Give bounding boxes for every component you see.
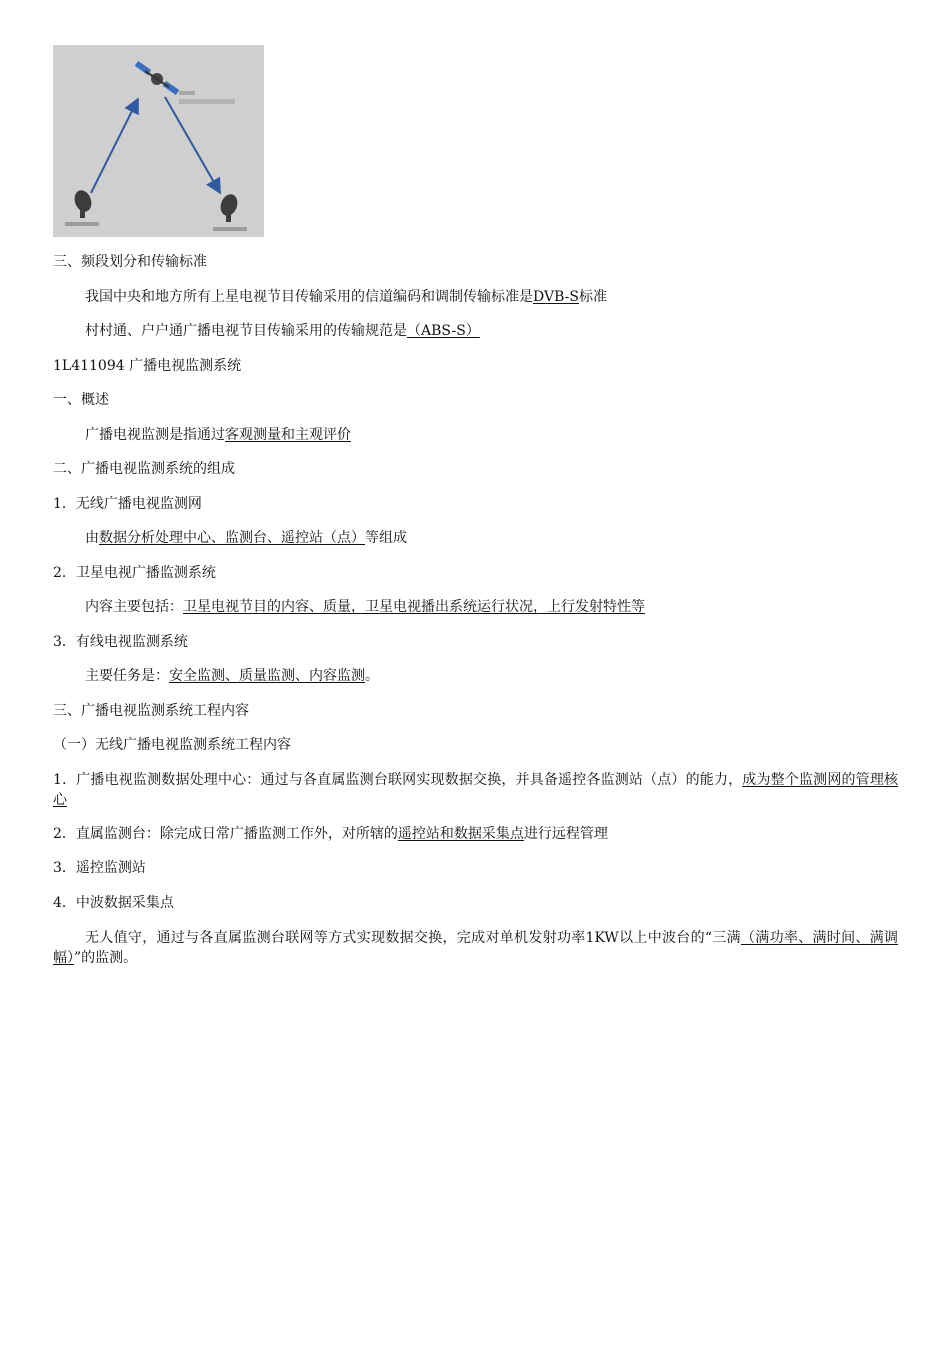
- text-segment: 由: [85, 530, 99, 546]
- underlined-term: （ABS-S）: [407, 323, 480, 339]
- transmit-station-label-blur: [65, 222, 99, 226]
- underlined-term: 数据分析处理中心、监测台、遥控站（点）: [99, 530, 365, 546]
- text-segment: 等组成: [365, 530, 407, 546]
- section-heading-overview: [53, 390, 898, 410]
- text-segment: 三、广播电视监测系统工程内容: [53, 703, 249, 719]
- paragraph-dvbs-standard: [85, 287, 898, 307]
- text-segment: 内容主要包括：: [85, 599, 183, 615]
- text-segment: 2．卫星电视广播监测系统: [53, 565, 216, 581]
- underlined-term: DVB-S: [533, 289, 579, 305]
- text-segment: 无人值守，通过与各直属监测台联网等方式实现数据交换，完成对单机发射功率1KW以上中波台的“三满: [85, 930, 741, 946]
- text-segment: 标准: [578, 289, 607, 305]
- text-segment: 。: [365, 668, 379, 684]
- underlined-term: 卫星电视节目的内容、质量，卫星电视播出系统运行状况，上行发射特性等: [183, 599, 645, 615]
- uplink-arrow: [91, 101, 137, 193]
- satellite-transmission-figure: [53, 45, 264, 237]
- text-segment: 1．无线广播电视监测网: [53, 496, 202, 512]
- receive-station-label-blur: [213, 227, 247, 231]
- underlined-term: 成为整个监测网的管理核心: [53, 772, 899, 808]
- downlink-arrow: [165, 97, 219, 191]
- text-segment: 3．遥控监测站: [53, 860, 146, 876]
- paragraph-satellite-monitoring: [85, 597, 898, 617]
- underlined-term: 客观测量和主观评价: [225, 427, 351, 443]
- section-heading-engineering: [53, 701, 898, 721]
- text-segment: 三、频段划分和传输标准: [53, 254, 207, 270]
- text-segment: 进行远程管理: [523, 826, 608, 842]
- text-segment: 一、概述: [53, 392, 109, 408]
- satellite-caption-blur: [179, 99, 235, 104]
- paragraph-cable-monitoring: [85, 666, 898, 686]
- text-segment: 2．直属监测台：除完成日常广播监测工作外，对所辖的: [53, 826, 398, 842]
- item-heading-mw-collection: [53, 893, 898, 913]
- section-heading-frequency: [53, 252, 898, 272]
- text-segment: 村村通、户户通广播电视节目传输采用的传输规范是: [85, 323, 407, 339]
- satellite-icon: [135, 61, 180, 95]
- satellite-label-blur: [179, 91, 195, 95]
- text-segment: 1．广播电视监测数据处理中心：通过与各直属监测台联网实现数据交换，并具备遥控各监测站（点）的能力，: [53, 772, 743, 788]
- underlined-term: 安全监测、质量监测、内容监测: [169, 668, 365, 684]
- underlined-term: 遥控站和数据采集点: [397, 826, 524, 842]
- chapter-heading-monitoring-system: [53, 356, 898, 376]
- text-segment: 3．有线电视监测系统: [53, 634, 188, 650]
- text-segment: 1L411094 广播电视监测系统: [53, 358, 242, 374]
- paragraph-mw-collection: [53, 928, 898, 968]
- text-segment: 主要任务是：: [85, 668, 169, 684]
- dish-antenna-icon: [218, 192, 241, 222]
- text-segment: 广播电视监测是指通过: [85, 427, 225, 443]
- subsection-heading-wireless-engineering: [53, 735, 898, 755]
- section-heading-composition: [53, 459, 898, 479]
- paragraph-wireless-network: [85, 528, 898, 548]
- paragraph-monitoring-definition: [85, 425, 898, 445]
- underlined-term: （满功率、满时间、满调幅）: [53, 930, 898, 966]
- text-segment: 二、广播电视监测系统的组成: [53, 461, 235, 477]
- text-segment: ”的监测。: [74, 950, 138, 966]
- paragraph-data-center: [53, 770, 898, 810]
- item-heading-wireless-network: [53, 494, 898, 514]
- text-segment: （一）无线广播电视监测系统工程内容: [53, 737, 291, 753]
- satellite-diagram: [53, 45, 264, 237]
- item-heading-remote-station: [53, 858, 898, 878]
- text-segment: 4．中波数据采集点: [53, 895, 174, 911]
- text-segment: 我国中央和地方所有上星电视节目传输采用的信道编码和调制传输标准是: [85, 289, 533, 305]
- item-heading-cable-monitoring: [53, 632, 898, 652]
- paragraph-direct-station: [53, 824, 898, 844]
- item-heading-satellite-monitoring: [53, 563, 898, 583]
- paragraph-abss-standard: [85, 321, 898, 341]
